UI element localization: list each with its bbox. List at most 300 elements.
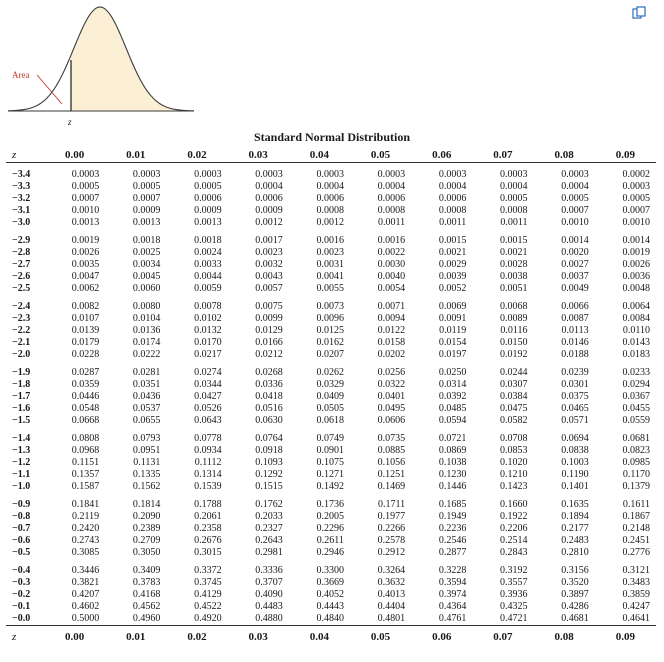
z-value: −2.8	[12, 247, 31, 258]
z-column-footer: z	[12, 631, 17, 643]
table-cell: 0.3409	[132, 565, 161, 576]
area-label: Area	[12, 70, 30, 80]
table-cell: 0.0011	[500, 217, 528, 228]
table-row	[6, 577, 656, 589]
table-cell: 0.0968	[71, 445, 100, 456]
column-header-8: 0.08	[554, 149, 574, 161]
table-cell: 0.0409	[316, 391, 344, 402]
table-cell: 0.4013	[377, 589, 406, 600]
z-value: −3.4	[12, 169, 31, 180]
table-cell: 0.3228	[438, 565, 467, 576]
table-cell: 0.0256	[377, 367, 406, 378]
z-value: −2.4	[12, 301, 31, 312]
table-cell: 0.0007	[71, 193, 100, 204]
table-cell: 0.0823	[622, 445, 650, 456]
table-cell: 0.0465	[561, 403, 589, 414]
table-cell: 0.0010	[622, 217, 650, 228]
column-header-1: 0.01	[126, 149, 146, 161]
table-cell: 0.0021	[438, 247, 467, 258]
curve-fill-area	[71, 7, 194, 111]
table-cell: 0.3372	[194, 565, 222, 576]
table-cell: 0.0885	[377, 445, 406, 456]
table-cell: 0.2643	[255, 535, 283, 546]
table-cell: 0.0080	[132, 301, 161, 312]
table-cell: 0.3300	[316, 565, 344, 576]
table-cell: 0.0559	[622, 415, 650, 426]
table-cell: 0.0003	[500, 169, 528, 180]
table-cell: 0.0166	[255, 337, 283, 348]
table-row	[6, 271, 656, 283]
column-header-5: 0.05	[370, 149, 391, 161]
table-cell: 0.0154	[438, 337, 467, 348]
z-axis-label: z	[68, 117, 72, 127]
table-cell: 0.0031	[316, 259, 344, 270]
table-cell: 0.0170	[194, 337, 222, 348]
table-cell: 0.0778	[194, 433, 222, 444]
table-cell: 0.0089	[500, 313, 528, 324]
table-cell: 0.0047	[71, 271, 100, 282]
table-cell: 0.0207	[316, 349, 344, 360]
table-cell: 0.1539	[194, 481, 222, 492]
table-cell: 0.0869	[438, 445, 467, 456]
z-value: −1.0	[12, 481, 31, 492]
table-row	[6, 511, 656, 523]
table-cell: 0.0735	[377, 433, 406, 444]
table-cell: 0.0721	[438, 433, 467, 444]
table-cell: 0.0005	[132, 181, 161, 192]
normal-curve-figure	[0, 0, 200, 130]
table-cell: 0.1038	[438, 457, 467, 468]
table-cell: 0.4325	[500, 601, 528, 612]
table-cell: 0.0040	[377, 271, 406, 282]
z-value: −0.6	[12, 535, 31, 546]
table-cell: 0.0427	[194, 391, 222, 402]
table-cell: 0.0017	[255, 235, 283, 246]
table-cell: 0.0027	[561, 259, 589, 270]
table-row	[6, 349, 656, 361]
table-cell: 0.0233	[622, 367, 650, 378]
z-value: −0.2	[12, 589, 31, 600]
table-cell: 0.2776	[622, 547, 650, 558]
table-cell: 0.2033	[255, 511, 283, 522]
column-footer-3: 0.03	[248, 631, 268, 643]
table-cell: 0.2266	[377, 523, 406, 534]
table-cell: 0.0043	[255, 271, 283, 282]
table-cell: 0.0446	[71, 391, 100, 402]
table-cell: 0.0091	[438, 313, 467, 324]
table-cell: 0.0006	[377, 193, 406, 204]
table-cell: 0.0384	[500, 391, 528, 402]
table-cell: 0.1685	[438, 499, 467, 510]
table-cell: 0.0222	[132, 349, 161, 360]
table-cell: 0.0505	[316, 403, 344, 414]
table-row	[6, 247, 656, 259]
table-cell: 0.0003	[255, 169, 283, 180]
row-group	[6, 229, 656, 295]
table-cell: 0.0122	[377, 325, 406, 336]
table-cell: 0.1922	[500, 511, 528, 522]
table-cell: 0.0655	[132, 415, 161, 426]
table-cell: 0.0066	[561, 301, 589, 312]
table-cell: 0.4404	[377, 601, 406, 612]
table-cell: 0.1210	[500, 469, 528, 480]
table-cell: 0.0287	[71, 367, 100, 378]
table-cell: 0.0003	[438, 169, 467, 180]
table-cell: 0.4761	[438, 613, 467, 624]
table-cell: 0.0143	[622, 337, 650, 348]
table-cell: 0.4880	[255, 613, 283, 624]
table-cell: 0.1131	[133, 457, 161, 468]
table-cell: 0.0526	[194, 403, 222, 414]
table-cell: 0.0045	[132, 271, 161, 282]
table-cell: 0.0119	[439, 325, 467, 336]
column-footer-7: 0.07	[493, 631, 513, 643]
z-value: −1.7	[12, 391, 31, 402]
row-group	[6, 559, 656, 626]
table-cell: 0.3520	[561, 577, 589, 588]
table-cell: 0.1788	[194, 499, 222, 510]
table-cell: 0.0418	[255, 391, 283, 402]
table-cell: 0.0012	[255, 217, 283, 228]
table-cell: 0.0582	[500, 415, 528, 426]
table-cell: 0.1292	[255, 469, 283, 480]
table-cell: 0.0002	[622, 169, 650, 180]
table-cell: 0.0011	[377, 217, 406, 228]
table-row	[6, 601, 656, 613]
table-row	[6, 163, 656, 182]
table-cell: 0.4364	[438, 601, 467, 612]
table-cell: 0.0918	[255, 445, 283, 456]
table-cell: 0.1711	[377, 499, 406, 510]
table-cell: 0.2709	[132, 535, 161, 546]
table-cell: 0.2327	[255, 523, 283, 534]
table-cell: 0.4960	[132, 613, 161, 624]
row-group	[6, 427, 656, 493]
table-cell: 0.0057	[255, 283, 283, 294]
standard-normal-table	[6, 145, 656, 648]
table-cell: 0.0367	[622, 391, 650, 402]
table-cell: 0.3974	[438, 589, 467, 600]
table-cell: 0.3336	[255, 565, 283, 576]
table-cell: 0.1357	[71, 469, 100, 480]
table-cell: 0.0322	[377, 379, 406, 390]
table-cell: 0.1814	[132, 499, 161, 510]
table-cell: 0.0010	[71, 205, 100, 216]
copy-icon[interactable]	[632, 6, 646, 20]
column-header-2: 0.02	[187, 149, 207, 161]
table-cell: 0.2148	[622, 523, 650, 534]
table-cell: 0.0764	[255, 433, 283, 444]
column-header-0: 0.00	[64, 149, 85, 161]
table-cell: 0.0344	[194, 379, 222, 390]
table-cell: 0.3192	[500, 565, 528, 576]
table-cell: 0.0188	[561, 349, 589, 360]
table-cell: 0.0329	[316, 379, 344, 390]
table-cell: 0.0113	[561, 325, 589, 336]
table-row	[6, 427, 656, 445]
table-cell: 0.0436	[132, 391, 161, 402]
z-value: −2.6	[12, 271, 31, 282]
table-cell: 0.1587	[71, 481, 100, 492]
table-cell: 0.0183	[622, 349, 650, 360]
table-cell: 0.0808	[71, 433, 100, 444]
table-cell: 0.0104	[132, 313, 161, 324]
column-footer-6: 0.06	[432, 631, 452, 643]
column-footer-2: 0.02	[187, 631, 207, 643]
table-cell: 0.0158	[377, 337, 406, 348]
table-cell: 0.0078	[194, 301, 222, 312]
table-cell: 0.0250	[438, 367, 467, 378]
table-cell: 0.1949	[438, 511, 467, 522]
table-cell: 0.0150	[500, 337, 528, 348]
table-cell: 0.0244	[500, 367, 528, 378]
table-cell: 0.3745	[194, 577, 222, 588]
table-cell: 0.0033	[194, 259, 222, 270]
table-cell: 0.0059	[194, 283, 222, 294]
table-cell: 0.2743	[71, 535, 100, 546]
table-cell: 0.2389	[132, 523, 161, 534]
table-cell: 0.0082	[71, 301, 100, 312]
table-cell: 0.2843	[500, 547, 528, 558]
z-value: −0.9	[12, 499, 31, 510]
table-cell: 0.0003	[194, 169, 222, 180]
table-cell: 0.0281	[132, 367, 161, 378]
table-cell: 0.2420	[71, 523, 100, 534]
table-cell: 0.0075	[255, 301, 283, 312]
table-cell: 0.0003	[561, 169, 589, 180]
z-value: −0.4	[12, 565, 31, 576]
footer-row	[6, 626, 656, 649]
table-cell: 0.1660	[500, 499, 528, 510]
z-value: −1.3	[12, 445, 31, 456]
table-cell: 0.0094	[377, 313, 406, 324]
row-group	[6, 163, 656, 230]
table-cell: 0.0021	[500, 247, 528, 258]
table-cell: 0.0274	[194, 367, 222, 378]
z-value: −2.1	[12, 337, 31, 348]
table-row	[6, 535, 656, 547]
table-cell: 0.1894	[561, 511, 589, 522]
table-cell: 0.0009	[132, 205, 161, 216]
table-cell: 0.2451	[622, 535, 650, 546]
table-cell: 0.3557	[500, 577, 528, 588]
table-cell: 0.0475	[500, 403, 528, 414]
table-cell: 0.0044	[194, 271, 222, 282]
table-cell: 0.0007	[561, 205, 589, 216]
table-cell: 0.1075	[316, 457, 344, 468]
table-cell: 0.0052	[438, 283, 467, 294]
table-cell: 0.0013	[71, 217, 100, 228]
z-value: −2.2	[12, 325, 31, 336]
table-cell: 0.0055	[316, 283, 344, 294]
z-value: −3.1	[12, 205, 31, 216]
table-cell: 0.0008	[377, 205, 406, 216]
table-cell: 0.0537	[132, 403, 161, 414]
table-cell: 0.0051	[500, 283, 528, 294]
header-row	[6, 145, 656, 163]
table-cell: 0.2946	[316, 547, 344, 558]
table-row	[6, 457, 656, 469]
table-cell: 0.1867	[622, 511, 650, 522]
table-row	[6, 217, 656, 229]
table-cell: 0.2119	[72, 511, 100, 522]
table-cell: 0.0485	[438, 403, 467, 414]
table-cell: 0.0071	[377, 301, 406, 312]
table-cell: 0.0015	[500, 235, 528, 246]
table-cell: 0.0197	[438, 349, 467, 360]
table-cell: 0.0359	[71, 379, 100, 390]
table-cell: 0.0174	[132, 337, 161, 348]
table-cell: 0.4207	[71, 589, 100, 600]
table-cell: 0.0003	[377, 169, 406, 180]
table-cell: 0.0041	[316, 271, 344, 282]
table-cell: 0.1190	[561, 469, 589, 480]
table-cell: 0.3632	[377, 577, 406, 588]
table-cell: 0.0023	[255, 247, 283, 258]
table-cell: 0.0162	[316, 337, 344, 348]
z-value: −0.7	[12, 523, 31, 534]
table-cell: 0.0003	[622, 181, 650, 192]
table-cell: 0.1170	[622, 469, 650, 480]
table-cell: 0.4562	[132, 601, 161, 612]
table-cell: 0.0008	[316, 205, 344, 216]
table-cell: 0.0668	[71, 415, 100, 426]
table-cell: 0.2296	[316, 523, 344, 534]
column-header-3: 0.03	[248, 149, 268, 161]
table-cell: 0.0294	[622, 379, 650, 390]
table-cell: 0.0019	[622, 247, 650, 258]
table-cell: 0.0548	[71, 403, 100, 414]
table-cell: 0.0239	[561, 367, 589, 378]
table-cell: 0.3121	[622, 565, 650, 576]
row-group	[6, 361, 656, 427]
table-cell: 0.2061	[194, 511, 222, 522]
column-footer-5: 0.05	[370, 631, 391, 643]
table-cell: 0.2358	[194, 523, 222, 534]
z-value: −3.3	[12, 181, 31, 192]
table-cell: 0.0146	[561, 337, 589, 348]
table-cell: 0.1423	[500, 481, 528, 492]
table-cell: 0.2810	[561, 547, 589, 558]
table-cell: 0.1401	[561, 481, 589, 492]
table-cell: 0.5000	[71, 613, 100, 624]
table-cell: 0.1379	[622, 481, 650, 492]
table-cell: 0.4090	[255, 589, 283, 600]
table-cell: 0.0005	[500, 193, 528, 204]
table-cell: 0.0179	[71, 337, 100, 348]
column-footer-0: 0.00	[64, 631, 85, 643]
table-cell: 0.0028	[500, 259, 528, 270]
table-cell: 0.2981	[255, 547, 283, 558]
table-cell: 0.3085	[71, 547, 100, 558]
table-cell: 0.0006	[438, 193, 467, 204]
table-row	[6, 481, 656, 493]
column-header-4: 0.04	[309, 149, 329, 161]
table-cell: 0.1492	[316, 481, 344, 492]
table-cell: 0.0024	[194, 247, 222, 258]
table-cell: 0.0018	[194, 235, 222, 246]
table-cell: 0.0004	[561, 181, 589, 192]
table-cell: 0.4483	[255, 601, 283, 612]
table-row	[6, 445, 656, 457]
z-value: −0.1	[12, 601, 31, 612]
table-row	[6, 361, 656, 379]
table-row	[6, 205, 656, 217]
table-cell: 0.0681	[622, 433, 650, 444]
table-row	[6, 559, 656, 577]
table-cell: 0.0217	[194, 349, 222, 360]
z-value: −0.5	[12, 547, 31, 558]
table-cell: 0.0073	[316, 301, 344, 312]
table-cell: 0.0018	[132, 235, 161, 246]
table-cell: 0.0004	[377, 181, 406, 192]
z-value: −2.3	[12, 313, 31, 324]
table-cell: 0.0516	[255, 403, 283, 414]
table-cell: 0.0010	[561, 217, 589, 228]
table-cell: 0.4602	[71, 601, 100, 612]
table-cell: 0.4522	[194, 601, 222, 612]
table-cell: 0.1736	[316, 499, 344, 510]
table-row	[6, 403, 656, 415]
table-cell: 0.0016	[316, 235, 344, 246]
table-cell: 0.0012	[316, 217, 344, 228]
table-cell: 0.0084	[622, 313, 650, 324]
table-row	[6, 295, 656, 313]
table-cell: 0.2676	[194, 535, 222, 546]
table-cell: 0.0307	[500, 379, 528, 390]
table-row	[6, 469, 656, 481]
table-cell: 0.0025	[132, 247, 161, 258]
table-cell: 0.3936	[500, 589, 528, 600]
table-cell: 0.0708	[500, 433, 528, 444]
table-cell: 0.0069	[438, 301, 467, 312]
table-cell: 0.0003	[71, 169, 100, 180]
table-cell: 0.1271	[316, 469, 344, 480]
table-cell: 0.3859	[622, 589, 650, 600]
table-cell: 0.0008	[438, 205, 467, 216]
table-cell: 0.0026	[622, 259, 650, 270]
table-cell: 0.0004	[316, 181, 344, 192]
table-cell: 0.0606	[377, 415, 406, 426]
table-cell: 0.0014	[622, 235, 650, 246]
table-cell: 0.1611	[622, 499, 650, 510]
z-value: −1.9	[12, 367, 31, 378]
table-cell: 0.3483	[622, 577, 650, 588]
table-cell: 0.3446	[71, 565, 100, 576]
z-value: −1.8	[12, 379, 31, 390]
table-cell: 0.0192	[500, 349, 528, 360]
table-cell: 0.3156	[561, 565, 589, 576]
table-cell: 0.0495	[377, 403, 406, 414]
table-cell: 0.0030	[377, 259, 406, 270]
z-value: −1.2	[12, 457, 31, 468]
table-cell: 0.0013	[194, 217, 222, 228]
table-cell: 0.0004	[438, 181, 467, 192]
table-cell: 0.0026	[71, 247, 100, 258]
table-cell: 0.0007	[132, 193, 161, 204]
table-cell: 0.0571	[561, 415, 589, 426]
table-cell: 0.0035	[71, 259, 100, 270]
table-cell: 0.0392	[438, 391, 467, 402]
z-value: −1.1	[12, 469, 31, 480]
table-cell: 0.0116	[500, 325, 528, 336]
table-cell: 0.3264	[377, 565, 406, 576]
table-cell: 0.1446	[438, 481, 467, 492]
row-group	[6, 295, 656, 361]
column-header-7: 0.07	[493, 149, 513, 161]
table-cell: 0.1056	[377, 457, 406, 468]
table-row	[6, 391, 656, 403]
